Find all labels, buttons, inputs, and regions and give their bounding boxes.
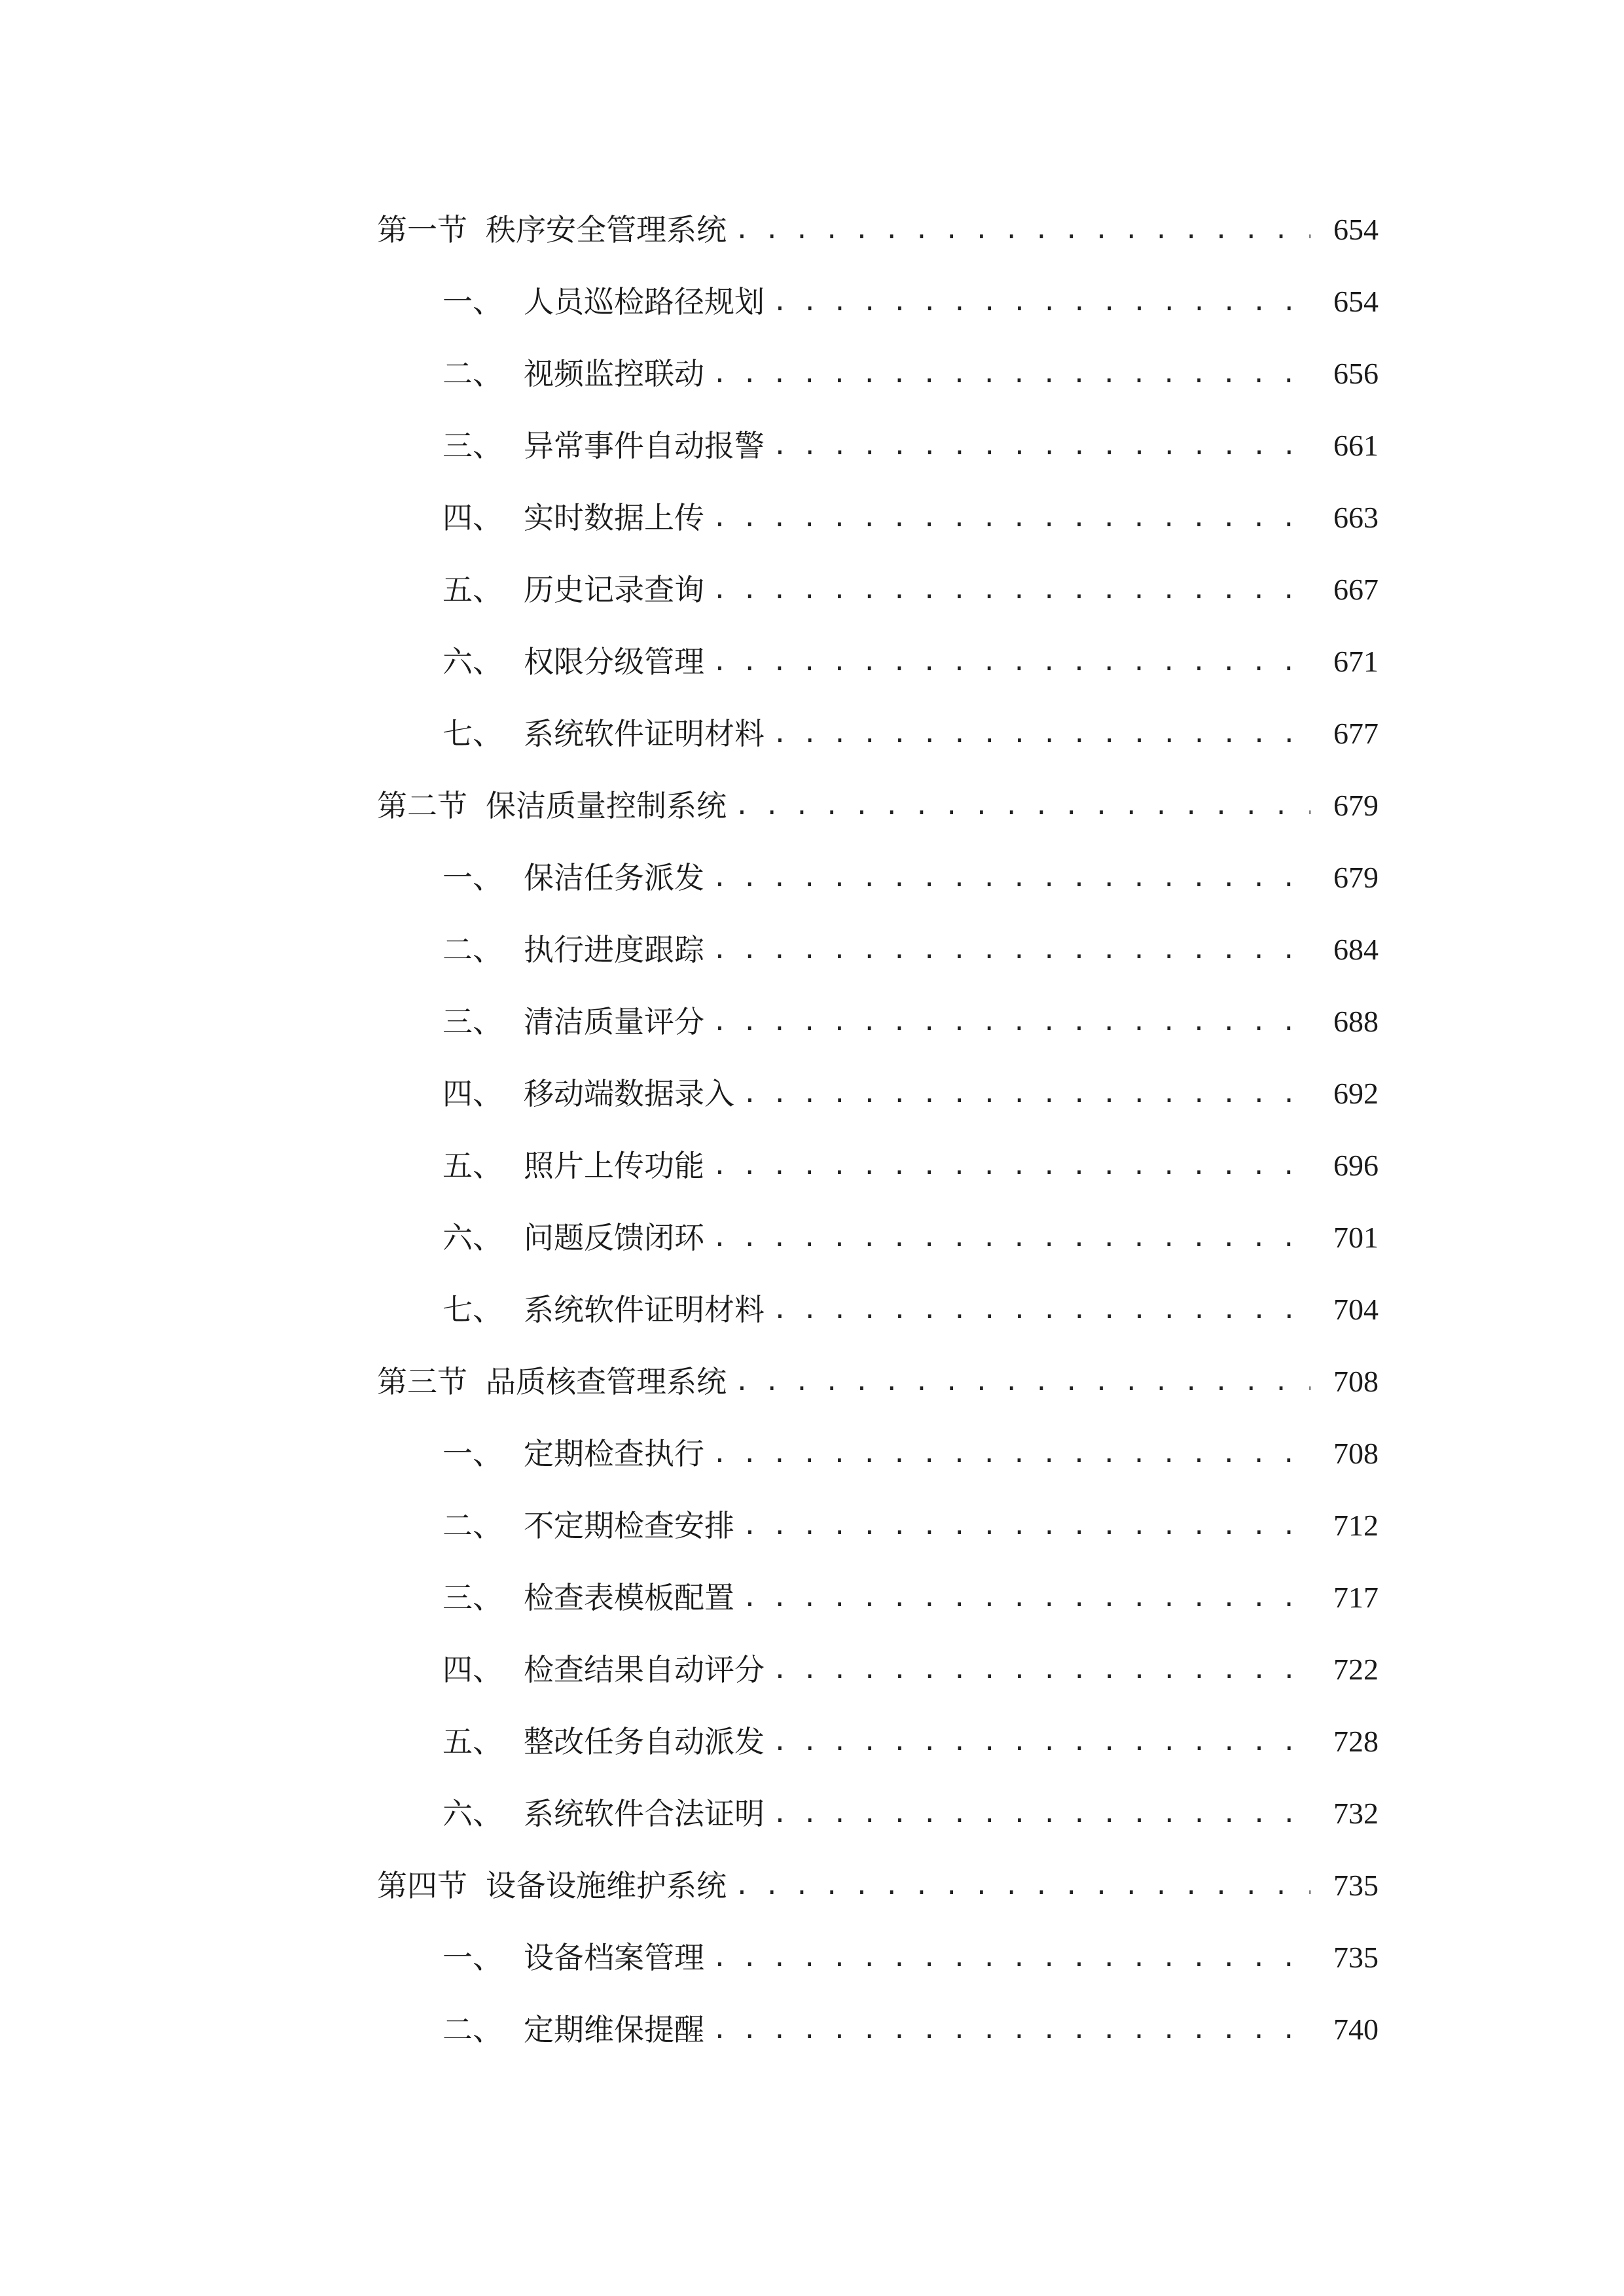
toc-item[interactable] [442, 855, 1379, 901]
toc-item-label: 二、 [442, 2012, 503, 2047]
toc-item-title: 照片上传功能 [524, 1148, 704, 1183]
toc-item-label: 三、 [442, 428, 503, 463]
toc-item-label: 六、 [442, 1220, 503, 1255]
toc-item-label: 一、 [442, 860, 503, 895]
toc-item-title: 系统软件合法证明 [524, 1796, 765, 1831]
toc-dot-leader [712, 927, 1310, 973]
toc-page-number: 663 [1333, 501, 1379, 534]
toc-item-label: 六、 [442, 644, 503, 679]
toc-item[interactable] [442, 1719, 1379, 1765]
toc-item-title: 定期维保提醒 [524, 2012, 704, 2047]
toc-item-title: 执行进度跟踪 [524, 932, 704, 967]
toc-dot-leader [772, 1719, 1310, 1765]
toc-page-number: 717 [1333, 1581, 1379, 1614]
toc-item-title: 不定期检查安排 [524, 1508, 734, 1543]
toc-page-number: 708 [1333, 1365, 1379, 1398]
toc-item-title: 整改任务自动派发 [524, 1724, 765, 1759]
toc-dot-leader [742, 1071, 1310, 1117]
toc-page-number: 728 [1333, 1725, 1379, 1758]
toc-page-number: 722 [1333, 1653, 1379, 1686]
toc-item-title: 检查表模板配置 [524, 1580, 734, 1615]
toc-dot-leader [742, 1575, 1310, 1621]
toc-dot-leader [712, 567, 1310, 613]
toc-dot-leader [712, 351, 1310, 397]
toc-page-number: 679 [1333, 861, 1379, 894]
toc-item[interactable] [442, 1143, 1379, 1189]
toc-dot-leader [772, 711, 1310, 757]
toc-item-title: 问题反馈闭环 [524, 1220, 704, 1255]
toc-section-title: 品质核查管理系统 [486, 1364, 727, 1399]
toc-item-label: 五、 [442, 1724, 503, 1759]
toc-item-title: 实时数据上传 [524, 500, 704, 535]
toc-item-label: 三、 [442, 1004, 503, 1039]
toc-item-label: 二、 [442, 1508, 503, 1543]
toc-page-number: 667 [1333, 573, 1379, 606]
toc-item-label: 七、 [442, 716, 503, 751]
toc-dot-leader [712, 1431, 1310, 1477]
toc-item-title: 移动端数据录入 [524, 1076, 734, 1111]
toc-section-title: 保洁质量控制系统 [486, 788, 727, 823]
toc-item-label: 四、 [442, 500, 503, 535]
toc-item-label: 五、 [442, 1148, 503, 1183]
toc-item-title: 历史记录查询 [524, 572, 704, 607]
toc-item[interactable] [442, 1503, 1379, 1549]
toc-page-number: 679 [1333, 789, 1379, 822]
toc-item[interactable] [442, 1215, 1379, 1261]
toc-item[interactable] [442, 1935, 1379, 1981]
toc-dot-leader [712, 1143, 1310, 1189]
toc-section-label: 第四节 [377, 1868, 467, 1903]
toc-item-title: 设备档案管理 [524, 1940, 704, 1975]
toc-page-number: 677 [1333, 717, 1379, 750]
toc-dot-leader [734, 783, 1310, 829]
toc-item[interactable] [442, 1647, 1379, 1693]
toc-item-title: 系统软件证明材料 [524, 1292, 765, 1327]
toc-item[interactable] [442, 423, 1379, 469]
toc-section-label: 第三节 [377, 1364, 467, 1399]
toc-section-title: 秩序安全管理系统 [486, 212, 727, 247]
toc-item-label: 一、 [442, 1436, 503, 1471]
toc-page-number: 740 [1333, 2013, 1379, 2046]
toc-item-title: 人员巡检路径规划 [524, 284, 765, 319]
toc-item[interactable] [442, 1431, 1379, 1477]
toc-item-title: 异常事件自动报警 [524, 428, 765, 463]
toc-page-number: 692 [1333, 1077, 1379, 1110]
toc-dot-leader [712, 639, 1310, 685]
toc-item[interactable] [442, 495, 1379, 541]
toc-item[interactable] [442, 927, 1379, 973]
toc-item[interactable] [442, 999, 1379, 1045]
toc-item-label: 五、 [442, 572, 503, 607]
toc-dot-leader [772, 423, 1310, 469]
toc-page-number: 671 [1333, 645, 1379, 678]
toc-item-title: 检查结果自动评分 [524, 1652, 765, 1687]
toc-page-number: 732 [1333, 1797, 1379, 1830]
toc-item[interactable] [442, 639, 1379, 685]
toc-page-number: 688 [1333, 1005, 1379, 1038]
toc-dot-leader [772, 1791, 1310, 1837]
toc-item[interactable] [442, 2007, 1379, 2053]
toc-item[interactable] [442, 1071, 1379, 1117]
toc-dot-leader [772, 279, 1310, 325]
toc-page-number: 704 [1333, 1293, 1379, 1326]
toc-item-label: 二、 [442, 932, 503, 967]
toc-item-label: 一、 [442, 284, 503, 319]
toc-item[interactable] [442, 1791, 1379, 1837]
toc-dot-leader [772, 1647, 1310, 1693]
toc-item-label: 六、 [442, 1796, 503, 1831]
toc-section-2[interactable] [377, 783, 1379, 829]
toc-page-number: 712 [1333, 1509, 1379, 1542]
toc-page-number: 701 [1333, 1221, 1379, 1254]
toc-page-number: 684 [1333, 933, 1379, 966]
toc-dot-leader [734, 1359, 1310, 1405]
toc-page-number: 661 [1333, 429, 1379, 462]
toc-section-title: 设备设施维护系统 [486, 1868, 727, 1903]
toc-section-label: 第一节 [377, 212, 467, 247]
toc-item[interactable] [442, 1287, 1379, 1333]
toc-item[interactable] [442, 711, 1379, 757]
toc-page-number: 708 [1333, 1437, 1379, 1470]
toc-dot-leader [712, 1215, 1310, 1261]
toc-item-label: 七、 [442, 1292, 503, 1327]
toc-dot-leader [734, 1863, 1310, 1909]
toc-page-number: 696 [1333, 1149, 1379, 1182]
toc-dot-leader [712, 855, 1310, 901]
toc-section-label: 第二节 [377, 788, 467, 823]
toc-item-title: 清洁质量评分 [524, 1004, 704, 1039]
toc-dot-leader [712, 999, 1310, 1045]
toc-section-3[interactable] [377, 1359, 1379, 1405]
toc-item-label: 二、 [442, 356, 503, 391]
toc-dot-leader [772, 1287, 1310, 1333]
toc-item-label: 四、 [442, 1076, 503, 1111]
toc-section-4[interactable] [377, 1863, 1379, 1909]
toc-item-title: 定期检查执行 [524, 1436, 704, 1471]
toc-item-label: 四、 [442, 1652, 503, 1687]
toc-page-number: 656 [1333, 357, 1379, 390]
toc-item-label: 一、 [442, 1940, 503, 1975]
toc-item[interactable] [442, 1575, 1379, 1621]
toc-item[interactable] [442, 351, 1379, 397]
toc-dot-leader [734, 207, 1310, 253]
toc-item-title: 系统软件证明材料 [524, 716, 765, 751]
toc-dot-leader [712, 2007, 1310, 2053]
toc-item-label: 三、 [442, 1580, 503, 1615]
toc-section-1[interactable] [377, 207, 1379, 253]
toc-item-title: 权限分级管理 [524, 644, 704, 679]
toc-item[interactable] [442, 279, 1379, 325]
toc-page-number: 654 [1333, 285, 1379, 318]
toc-page-number: 654 [1333, 213, 1379, 246]
toc-page-number: 735 [1333, 1869, 1379, 1902]
toc-page-number: 735 [1333, 1941, 1379, 1974]
toc-dot-leader [712, 495, 1310, 541]
toc-item[interactable] [442, 567, 1379, 613]
toc-item-title: 视频监控联动 [524, 356, 704, 391]
toc-item-title: 保洁任务派发 [524, 860, 704, 895]
toc-dot-leader [712, 1935, 1310, 1981]
toc-dot-leader [742, 1503, 1310, 1549]
